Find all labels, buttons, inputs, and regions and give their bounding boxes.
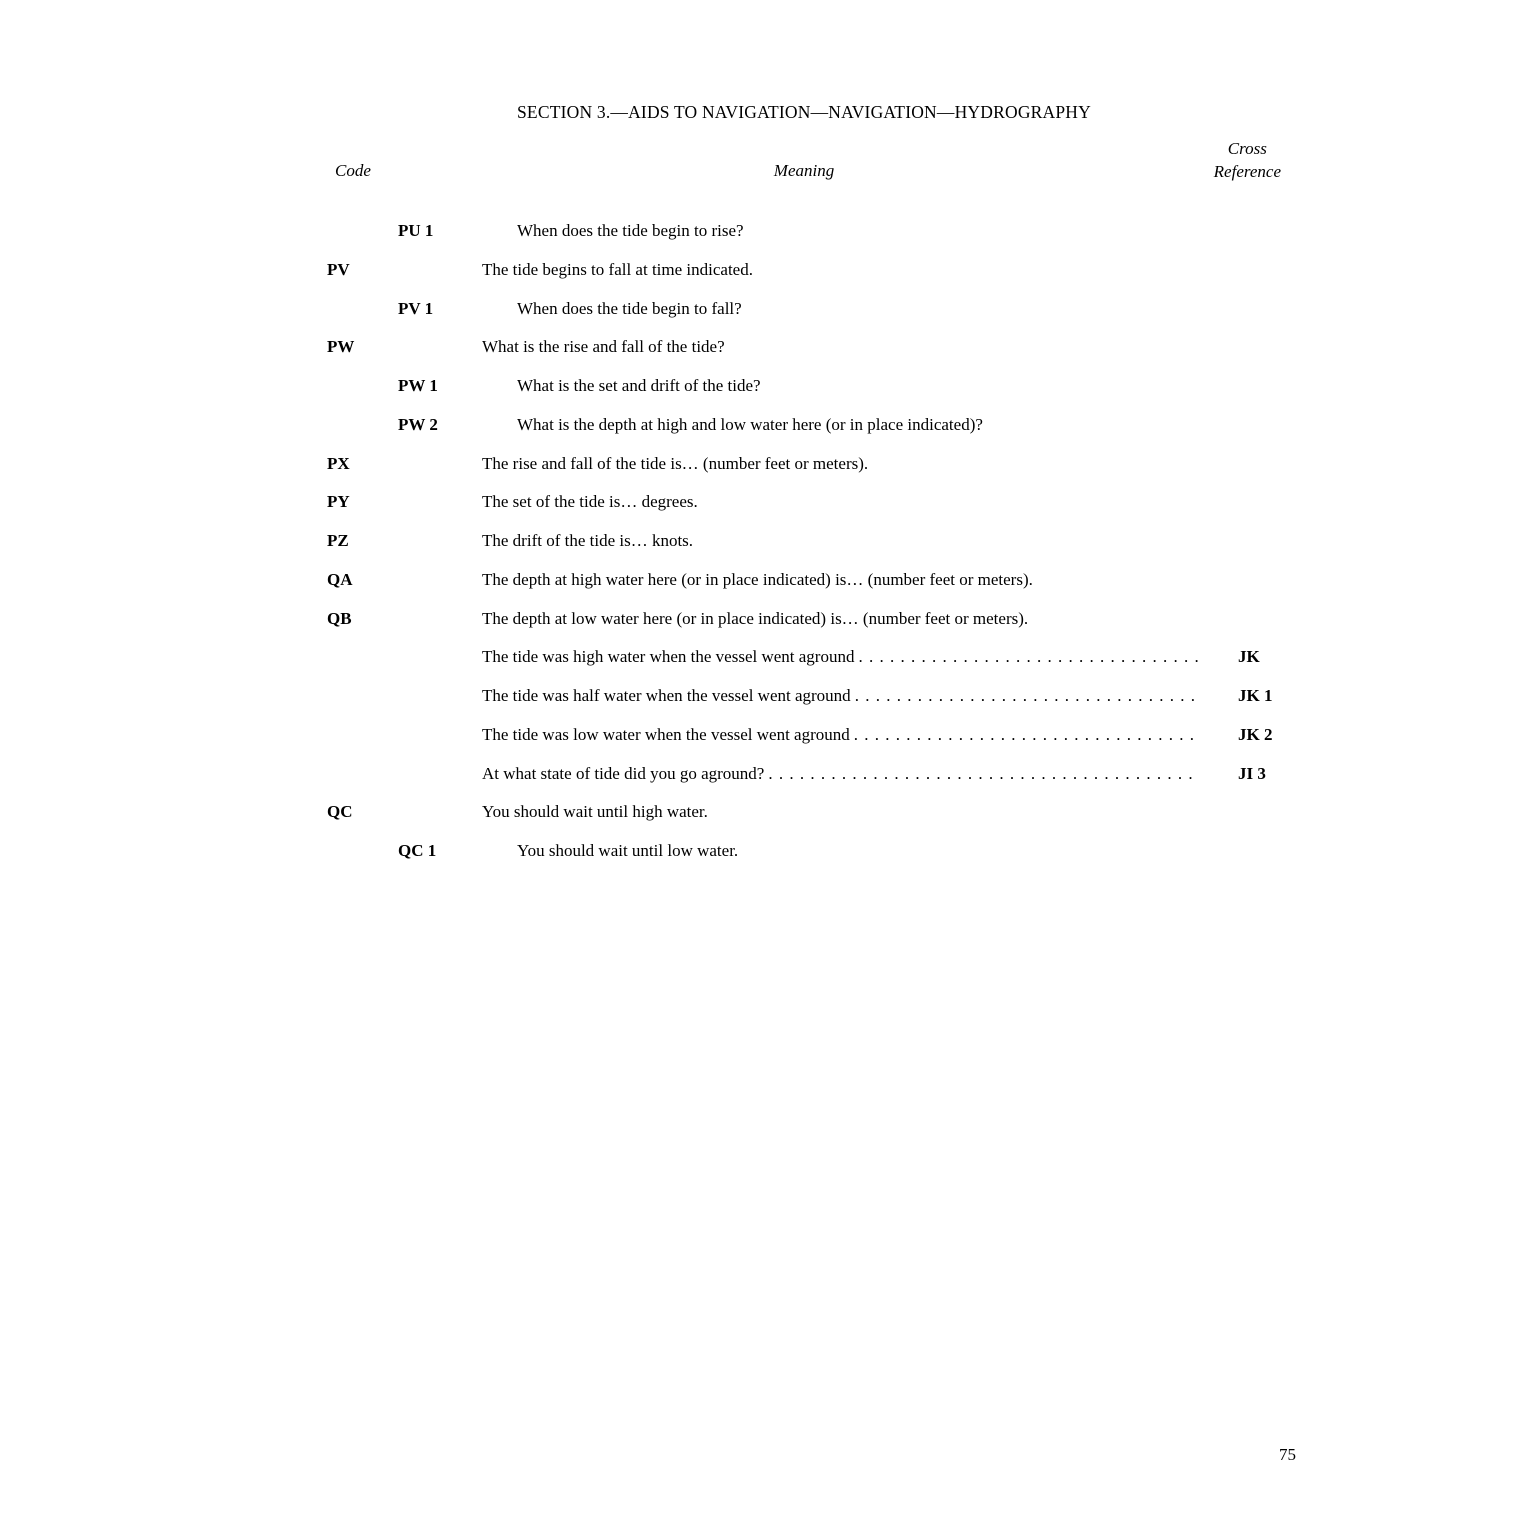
meaning-text: When does the tide begin to fall?	[517, 298, 742, 318]
meaning-text: You should wait until high water.	[482, 802, 708, 822]
table-row	[327, 608, 1281, 647]
table-row	[327, 453, 1281, 492]
table-row	[327, 259, 1281, 298]
code-cell: PV	[327, 259, 350, 279]
table-row	[327, 298, 1281, 337]
column-header-meaning: Meaning	[773, 161, 835, 180]
code-cell: QB	[327, 608, 352, 628]
table-row	[327, 414, 1281, 453]
meaning-text: The tide was low water when the vessel went aground	[482, 724, 850, 744]
meaning-text: The depth at low water here (or in place indicated) is… (number feet or meters).	[482, 608, 1029, 628]
meaning-text: You should wait until low water.	[517, 841, 739, 860]
subcode-cell: PU 1	[398, 221, 434, 240]
table-row	[327, 220, 1281, 259]
meaning-text: The set of the tide is… degrees.	[482, 492, 698, 512]
dot-leader	[850, 724, 1200, 746]
table-row	[327, 491, 1281, 530]
cross-reference-cell: JI 3	[1238, 763, 1266, 783]
cross-reference-cell: JK 1	[1238, 686, 1273, 705]
meaning-text: When does the tide begin to rise?	[517, 221, 744, 240]
code-table-rows	[327, 220, 1281, 879]
table-row	[327, 530, 1281, 569]
table-row	[327, 763, 1281, 802]
meaning-text: What is the set and drift of the tide?	[517, 376, 761, 395]
meaning-text: At what state of tide did you go aground?	[482, 763, 765, 783]
cross-reference-cell: JK 2	[1238, 724, 1273, 744]
column-header-code: Code	[335, 161, 371, 180]
meaning-text: The tide was high water when the vessel went aground	[482, 647, 855, 667]
dot-leader	[854, 646, 1200, 668]
cross-reference-cell: JK	[1238, 647, 1260, 667]
meaning-text: The drift of the tide is… knots.	[482, 531, 694, 550]
table-row	[327, 336, 1281, 375]
section-title: SECTION 3.—AIDS TO NAVIGATION—NAVIGATION—HYDROGRAPHY	[517, 102, 1091, 122]
table-row	[327, 646, 1281, 685]
code-cell: QC	[327, 802, 353, 822]
subcode-cell: PV 1	[398, 298, 434, 318]
meaning-text: The tide begins to fall at time indicated.	[482, 259, 753, 279]
meaning-text: The depth at high water here (or in place indicated) is… (number feet or meters).	[482, 569, 1033, 589]
code-cell: QA	[327, 569, 353, 589]
table-row	[327, 840, 1281, 879]
subcode-cell: QC 1	[398, 841, 437, 860]
table-row	[327, 375, 1281, 414]
subcode-cell: PW 1	[398, 376, 438, 395]
meaning-text: The tide was half water when the vessel went aground	[482, 686, 851, 705]
table-row	[327, 724, 1281, 763]
code-cell: PX	[327, 453, 350, 473]
table-row	[327, 685, 1281, 724]
column-header-cross-line2: Reference	[1213, 162, 1281, 181]
column-header-cross-line1: Cross	[1227, 139, 1267, 158]
dot-leader	[851, 685, 1200, 707]
code-cell: PZ	[327, 531, 349, 550]
code-cell: PY	[327, 492, 350, 512]
subcode-cell: PW 2	[398, 414, 438, 434]
code-cell: PW	[327, 337, 355, 357]
dot-leader	[764, 763, 1200, 785]
meaning-text: What is the rise and fall of the tide?	[482, 337, 725, 357]
meaning-text: What is the depth at high and low water here (or in place indicated)?	[517, 414, 983, 434]
page-number: 75	[1279, 1445, 1296, 1464]
table-row	[327, 569, 1281, 608]
table-row	[327, 801, 1281, 840]
meaning-text: The rise and fall of the tide is… (number feet or meters).	[482, 453, 869, 473]
